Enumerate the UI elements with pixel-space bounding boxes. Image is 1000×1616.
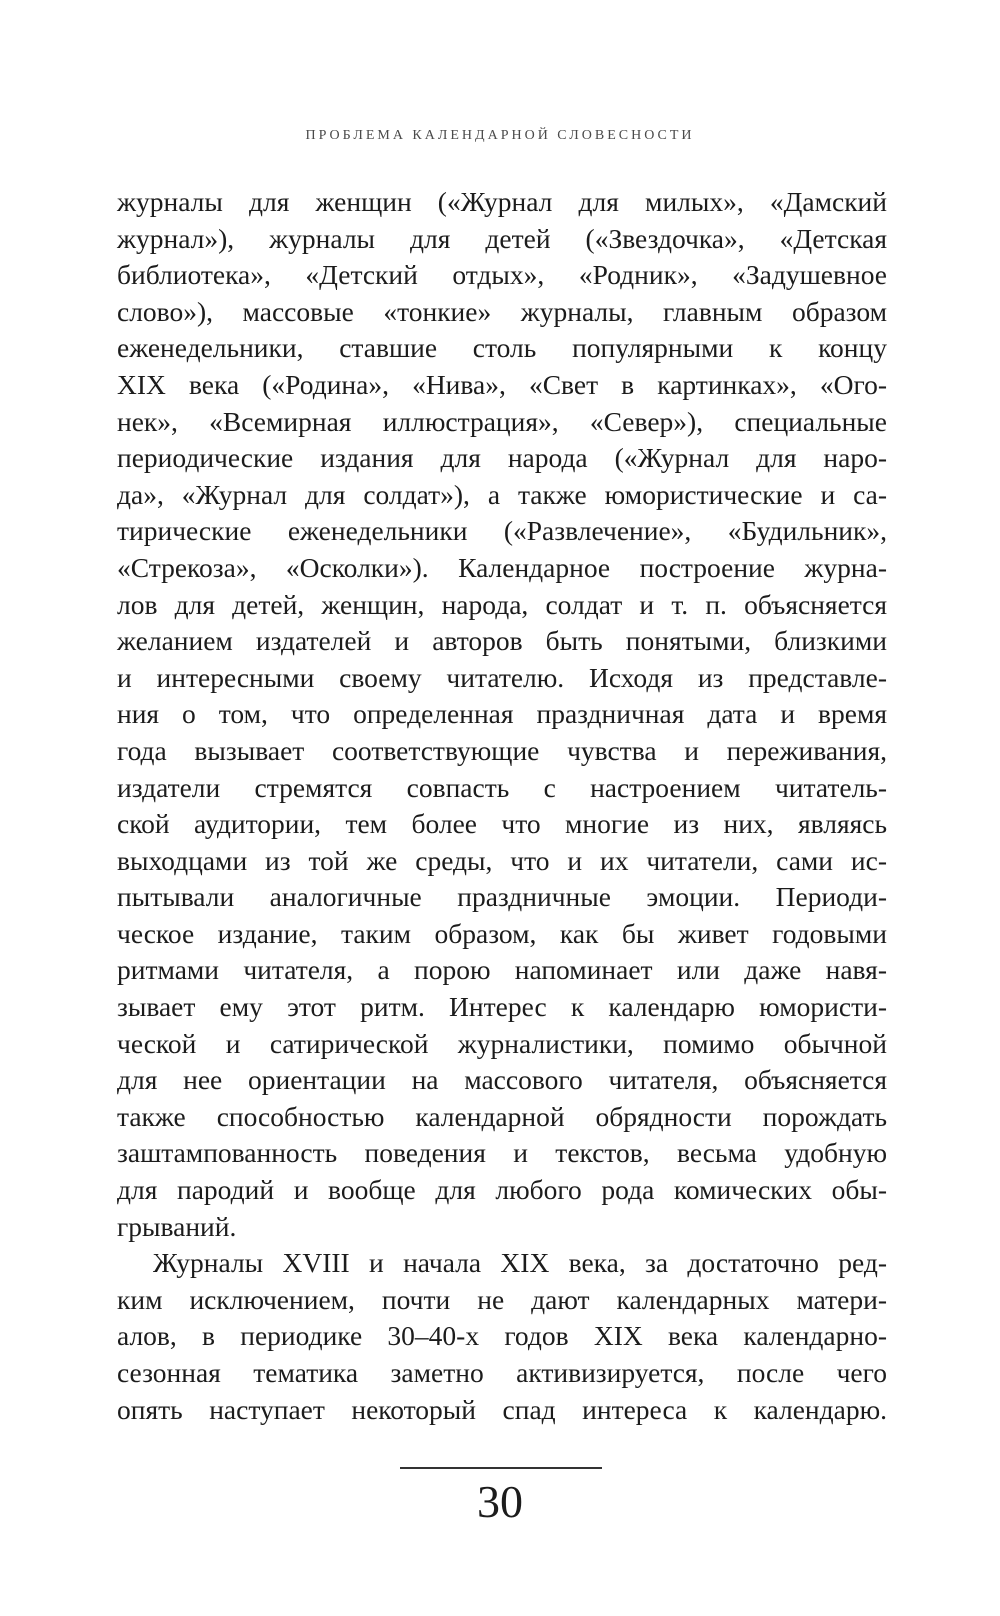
text-line: «Стрекоза», «Осколки»). Календарное построение журна- bbox=[117, 551, 887, 583]
text-line: выходцами из той же среды, что и их читатели, сами ис- bbox=[117, 844, 887, 876]
text-line: грываний. bbox=[117, 1210, 237, 1242]
text-line: алов, в периодике 30–40-х годов XIX века календарно- bbox=[117, 1320, 887, 1352]
text-line: пытывали аналогичные праздничные эмоции. Периоди- bbox=[117, 881, 887, 913]
text-line: ритмами читателя, а порою напоминает или даже навя- bbox=[117, 954, 887, 986]
text-line: еженедельники, ставшие столь популярными к концу bbox=[117, 332, 887, 364]
text-line: для нее ориентации на массового читателя, объясняется bbox=[117, 1064, 887, 1096]
text-line: ния о том, что определенная праздничная дата и время bbox=[117, 698, 887, 730]
text-line: ской аудитории, тем более что многие из них, являясь bbox=[117, 808, 887, 840]
text-line: издатели стремятся совпасть с настроением читатель- bbox=[117, 771, 887, 803]
text-line: опять наступает некоторый спад интереса к календарю. bbox=[117, 1393, 887, 1425]
paragraph-1 bbox=[117, 184, 887, 1245]
text-line: ким исключением, почти не дают календарных матери- bbox=[117, 1283, 887, 1315]
text-line: сезонная тематика заметно активизируется, после чего bbox=[117, 1357, 887, 1388]
text-line: и интересными своему читателю. Исходя из представле- bbox=[117, 661, 887, 693]
text-line: также способностью календарной обрядности порождать bbox=[117, 1100, 887, 1132]
paragraph-2 bbox=[117, 1245, 887, 1428]
text-line: журналы для женщин («Журнал для милых», «Дамский bbox=[117, 186, 887, 217]
text-line: XIX века («Родина», «Нива», «Свет в картинках», «Ого- bbox=[117, 368, 887, 400]
text-line: Журналы XVIII и начала XIX века, за достаточно ред- bbox=[153, 1247, 887, 1279]
text-line: тирические еженедельники («Развлечение», «Будильник», bbox=[117, 515, 887, 547]
text-line: ческой и сатирической журналистики, помимо обычной bbox=[117, 1027, 887, 1059]
text-line: заштампованность поведения и текстов, весьма удобную bbox=[117, 1137, 887, 1169]
text-line: да», «Журнал для солдат»), а также юмористические и са- bbox=[117, 478, 887, 510]
text-line: нек», «Всемирная иллюстрация», «Север»), специальные bbox=[117, 405, 887, 437]
text-line: желанием издателей и авторов быть понятыми, близкими bbox=[117, 625, 887, 657]
text-line: слово»), массовые «тонкие» журналы, главным образом bbox=[117, 295, 887, 327]
text-line: периодические издания для народа («Журнал для наро- bbox=[117, 442, 887, 474]
text-line: лов для детей, женщин, народа, солдат и т. п. объясняется bbox=[117, 588, 887, 620]
page-number: 30 bbox=[477, 1476, 523, 1527]
running-head: ПРОБЛЕМА КАЛЕНДАРНОЙ СЛОВЕСНОСТИ bbox=[305, 128, 695, 143]
text-line: зывает ему этот ритм. Интерес к календарю юмористи- bbox=[117, 991, 887, 1023]
body-text bbox=[117, 184, 887, 1428]
footer-rule bbox=[400, 1467, 602, 1469]
text-line: для пародий и вообще для любого рода комических обы- bbox=[117, 1174, 887, 1206]
text-line: года вызывает соответствующие чувства и переживания, bbox=[117, 734, 887, 766]
text-line: ческое издание, таким образом, как бы живет годовыми bbox=[117, 917, 887, 949]
text-line: библиотека», «Детский отдых», «Родник», «Задушевное bbox=[117, 259, 887, 291]
text-line: журнал»), журналы для детей («Звездочка», «Детская bbox=[117, 222, 887, 254]
